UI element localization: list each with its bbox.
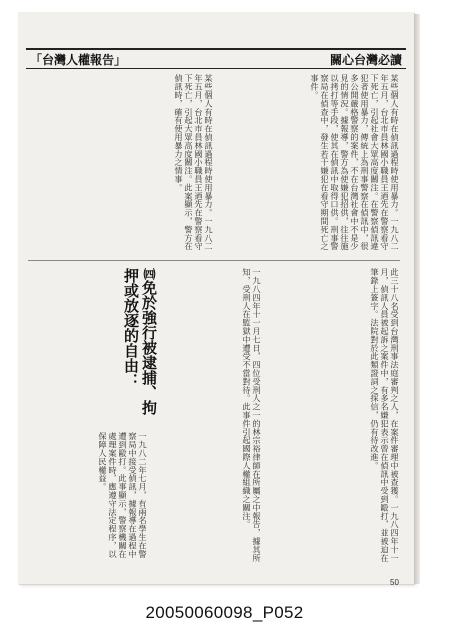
header-left-title: 「台灣人權報告」: [30, 52, 127, 67]
text-column-bottom-right: 此三十八名受到台灣刑事法庭審判之人，在案件審理中被查獲。一九八四年十一月，偵訊人員被起訴之案件中，有多名嫌犯表示曾在偵訊中受到毆打，並被迫在筆錄上簽字。法院對於此類證詞之採信，仍有待改進。: [370, 268, 400, 562]
section-number: ㈣: [142, 268, 156, 280]
document-page: [18, 12, 414, 587]
text-column-top-right: 某些個人有時在偵訊過程時使用暴力。一九八二年五月，台北市員林國小職員王迺先在警察看守下死亡，引起社會大眾高度關注。在警察偵訊違犯者使用暴力，傳統上為刑事警察在偵訊中，很多公開嚴格警察的案件，不在台灣社會中不是少見的情況。據報導，警方為使嫌犯招供，往往施以拷打等手段，使其在偵訊中取得口供。刑事警察局在偵查中，發生若干嫌犯在看守期間死亡之事件。: [310, 74, 400, 251]
image-caption: 20050060098_P052: [145, 603, 304, 622]
text-column-top-left: 某些個人有時在偵訊過程時使用暴力。一九八二年五月，台北市員林國小職員王迺先在警察看守下死亡，引起大眾高度關注。此案顯示，警方在偵訊時，確有使用暴力之情事。: [174, 74, 214, 251]
page-number: 50: [390, 578, 399, 587]
section-divider: [28, 260, 400, 261]
header-right-title: 關心台灣必讀: [329, 52, 402, 67]
text-column-bottom-left: 一九八二年七月，有兩名學生在警察局中接受偵訊，據報導在過程中遭到毆打。此事顯示，警察機關在處理案件時，應遵守法定程序，以保障人民權益。: [98, 432, 148, 558]
section-title: 免於強行被逮捕、拘押或放逐的自由：: [122, 268, 158, 415]
text-column-bottom-middle: 一九八四年十一月七日，四位受刑人之一的林宗裕律師在所屬之中報告，據其所知，受刑人在監獄中遭受不當對待。此事件引起國際人權組織之關注。: [242, 268, 262, 562]
page-header: [26, 48, 406, 69]
section-heading: [98, 268, 158, 428]
page-edge-shadow: [414, 14, 420, 584]
